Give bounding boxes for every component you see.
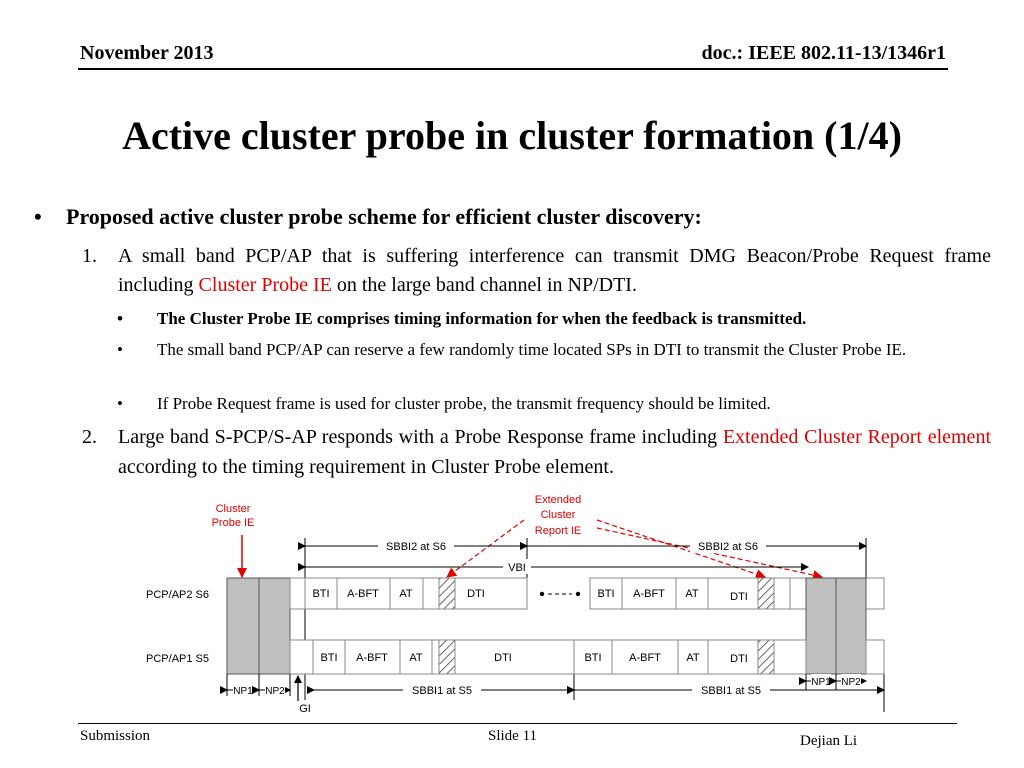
row1-at-1: AT	[399, 588, 413, 600]
sub-bullet-1-marker: •	[117, 309, 123, 328]
np1-right-label: NP1	[811, 677, 831, 688]
sub-bullet-1-text: The Cluster Probe IE comprises timing information for when the feedback is transmitted.	[157, 309, 807, 328]
sub-bullet-3-text: If Probe Request frame is used for cluster probe, the transmit frequency should be limited.	[157, 394, 771, 413]
row2-dti-1: DTI	[494, 652, 512, 664]
footer-submission: Submission	[80, 728, 151, 744]
bullet-marker: •	[34, 204, 42, 229]
row1-dti-1: DTI	[467, 588, 485, 600]
np2-left-label: NP2	[265, 686, 285, 697]
sbbi2-left-label: SBBI2 at S6	[386, 541, 446, 553]
slide-title: Active cluster probe in cluster formation (1/4)	[122, 113, 902, 158]
item-1-highlight: Cluster Probe IE	[198, 274, 332, 296]
sbbi2-right-label: SBBI2 at S6	[698, 541, 758, 553]
main-bullet-text: Proposed active cluster probe scheme for efficient cluster discovery:	[66, 204, 702, 229]
row2-dti-2: DTI	[730, 653, 748, 665]
sub-bullet-2-text: The small band PCP/AP can reserve a few randomly time located SPs in DTI to transmit the Cluster Probe IE.	[157, 340, 907, 359]
cluster-probe-label-line1: Cluster	[215, 503, 251, 515]
np-block-right-1	[806, 578, 836, 674]
np-block-left-2	[259, 578, 290, 674]
sbbi1-right-label: SBBI1 at S5	[701, 685, 761, 697]
footer-slide-number: Slide 11	[488, 728, 538, 744]
footer-divider	[78, 723, 957, 724]
item-2-text-b: according to the timing requirement in Cluster Probe element.	[118, 456, 614, 478]
row2-bti-1: BTI	[320, 652, 338, 664]
row-label-pcp-ap1: PCP/AP1 S5	[146, 653, 209, 665]
item-2-highlight: Extended Cluster Report element	[722, 426, 991, 448]
item-1-text-a: A small band PCP/AP that is suffering interference can transmit DMG Beacon/Probe Request frame including	[118, 245, 991, 296]
sub-bullet-2-marker: •	[117, 340, 123, 359]
row-label-pcp-ap2: PCP/AP2 S6	[146, 589, 209, 601]
row2-at-1: AT	[409, 652, 423, 664]
gi-label: GI	[299, 703, 311, 715]
row1-bti-1: BTI	[312, 588, 330, 600]
ext-cluster-label-line2: Cluster	[540, 509, 576, 521]
row-pcp-ap2	[290, 578, 884, 609]
item-1-text-b: on the large band channel in NP/DTI.	[331, 274, 637, 296]
row1-at-2: AT	[685, 588, 699, 600]
row2-bti-2: BTI	[584, 652, 602, 664]
footer-author: Dejian Li	[800, 733, 858, 749]
ext-cluster-label-line1: Extended	[534, 494, 582, 506]
sub-bullet-3-marker: •	[117, 394, 123, 413]
row2-at-2: AT	[686, 652, 700, 664]
vbi-label: VBI	[508, 562, 526, 574]
np-block-right-2	[836, 578, 866, 674]
np2-right-label: NP2	[841, 677, 861, 688]
row1-abft-2: A-BFT	[633, 588, 665, 600]
item-2-text-a: Large band S-PCP/S-AP responds with a Probe Response frame including	[118, 426, 723, 448]
row1-bti-2: BTI	[597, 588, 615, 600]
item-1-marker: 1.	[82, 245, 97, 267]
ext-cluster-label-line3: Report IE	[534, 525, 582, 537]
row1-dti-2: DTI	[730, 591, 748, 603]
row2-abft-1: A-BFT	[356, 652, 388, 664]
np-block-left-1	[227, 578, 259, 674]
np1-left-label: NP1	[233, 686, 253, 697]
cluster-probe-label-line2: Probe IE	[211, 517, 255, 529]
header-doc-id: doc.: IEEE 802.11-13/1346r1	[701, 42, 946, 64]
sbbi1-left-label: SBBI1 at S5	[412, 685, 472, 697]
row2-abft-2: A-BFT	[629, 652, 661, 664]
row1-abft-1: A-BFT	[347, 588, 379, 600]
item-2-marker: 2.	[82, 426, 97, 448]
header-date: November 2013	[80, 42, 214, 64]
